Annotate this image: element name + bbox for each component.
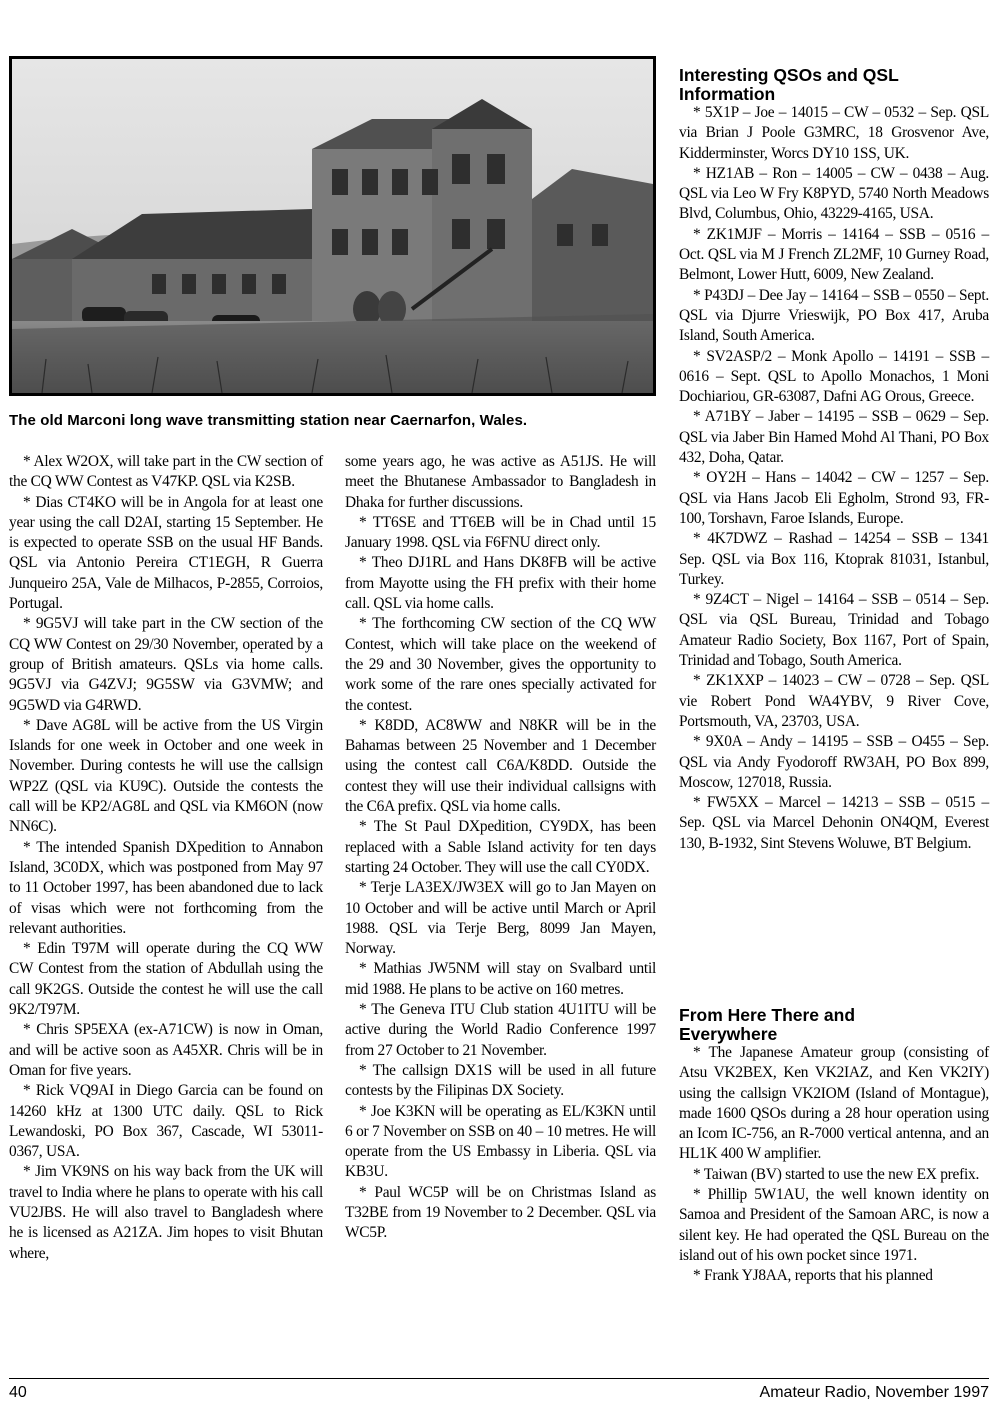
everywhere-section-heading	[679, 1006, 989, 1043]
photo-caption: The old Marconi long wave transmitting station near Caernarfon, Wales.	[9, 412, 528, 429]
everywhere-section	[679, 1006, 989, 1287]
news-item: * Paul WC5P will be on Christmas Island as T32BE from 19 November to 2 December. QSL via WC5P.	[345, 1183, 656, 1242]
news-item: * The St Paul DXpedition, CY9DX, has been replaced with a Sable Island activity for ten days starting 24 October. They will use the call CY0DX.	[345, 818, 656, 876]
qsl-item: * ZK1XXP – 14023 – CW – 0728 – Sep. QSL vie Robert Pond WA4YBV, 9 River Cove, Portsmouth, VA, 23703, USA.	[679, 672, 989, 730]
news-item: * Terje LA3EX/JW3EX will go to Jan Mayen on 10 October and will be active until March or April 1988. QSL via Terje Berg, 8099 Jan Mayen, Norway.	[345, 879, 656, 958]
news-item-continued: some years ago, he was active as A51JS. He will meet the Bhutanese Ambassador to Bangladesh in Dhaka for further discussions.	[345, 453, 656, 511]
news-item: * Rick VQ9AI in Diego Garcia can be found on 14260 kHz at 1300 UTC daily. QSL to Rick Lewandoski, PO Box 367, Cascade, WI 53011-0367, USA.	[9, 1082, 323, 1161]
news-item: * 9G5VJ will take part in the CW section of the CQ WW Contest on 29/30 November, operated by a group of British amateurs. QSLs via home calls. 9G5VJ via G4ZVJ; 9G5SW via G3VMW; and 9G5WD via G4RWD.	[9, 615, 323, 714]
marconi-station-photo	[9, 56, 656, 396]
news-item: * Alex W2OX, will take part in the CW section of the CQ WW Contest as V47KP. QSL via K2SB.	[9, 453, 323, 491]
news-item: * The Japanese Amateur group (consisting of Atsu VK2BEX, Ken VK2IAZ, and Ken VK2IY) using the callsign VK2IOM (Island of Montague), made 1600 QSOs during a 28 hour operation using an Icom IC-756, an R-7000 vertical antenna, and an HL1K 400 W amplifier.	[679, 1044, 989, 1163]
qsl-item: * A71BY – Jaber – 14195 – SSB – 0629 – Sep. QSL via Jaber Bin Hamed Mohd Al Thani, PO Box 432, Doha, Qatar.	[679, 408, 989, 467]
qsl-item: * FW5XX – Marcel – 14213 – SSB – 0515 – Sep. QSL via Marcel Dehonin ON4QM, Everest 130, B-1932, Sint Stevens Woluwe, BT Belgium.	[679, 794, 989, 852]
heading-line: From Here There and	[679, 1005, 856, 1025]
heading-line: Interesting QSOs and QSL	[679, 65, 899, 85]
news-item: * Dias CT4KO will be in Angola for at least one year using the call D2AI, starting 15 September. He is expected to operate SSB on the usual HF Bands. QSL via Antonio Pereira CT1EGH, R Guerra Junqueiro 25A, Vale de Milhacos, P-2855, Corroios, Portugal.	[9, 493, 323, 613]
news-item: * Chris SP5EXA (ex-A71CW) is now in Oman, and will be active soon as A45XR. Chris will be in Oman for five years.	[9, 1021, 323, 1079]
news-item: * Mathias JW5NM will stay on Svalbard until mid 1988. He plans to be active on 160 metres.	[345, 960, 656, 998]
column-1	[9, 452, 323, 1264]
qsl-section	[679, 66, 989, 854]
qsl-item: * SV2ASP/2 – Monk Apollo – 14191 – SSB – 0616 – Sept. QSL to Apollo Monachos, 1 Moni Dochiariou, GR-63087, Dafni AG Orous, Greece.	[679, 347, 989, 406]
qsl-item: * 9X0A – Andy – 14195 – SSB – O455 – Sep. QSL via Andy Fyodoroff RW3AH, PO Box 899, Moscow, 127018, Russia.	[679, 733, 989, 791]
news-item: * The forthcoming CW section of the CQ WW Contest, which will take place on the weekend of the 29 and 30 November, gives the opportunity to work some of the rare ones specially activated for the contest.	[345, 615, 656, 714]
heading-line: Everywhere	[679, 1023, 778, 1044]
heading-line: Information	[679, 83, 776, 104]
news-item: * Edin T97M will operate during the CQ WW CW Contest from the station of Abdullah using the call 9K2GS. Outside the contest he will use the call 9K2/T97M.	[9, 940, 323, 1019]
news-item: * The intended Spanish DXpedition to Annabon Island, 3C0DX, which was postponed from May 97 to 11 October 1997, has been abandoned due to lack of visas which were not forthcoming from the relevant authorities.	[9, 838, 323, 937]
news-item: * Theo DJ1RL and Hans DK8FB will be active from Mayotte using the FH prefix with their home call. QSL via home calls.	[345, 554, 656, 613]
news-item: * Dave AG8L will be active from the US Virgin Islands for one week in October and one week in November. During contests he will use the callsign WP2Z (QSL via KU9C). Outside the contests the call will be KP2/AG8L and QSL via KM6ON (now NN6C).	[9, 716, 323, 836]
news-item: * Taiwan (BV) started to use the new EX prefix.	[693, 1165, 980, 1183]
news-item: * Joe K3KN will be operating as EL/K3KN until 6 or 7 November on SSB on 40 – 10 metres. He will operate from the US Embassy in Liberia. QSL via KB3U.	[345, 1102, 656, 1181]
news-item: * TT6SE and TT6EB will be in Chad until 15 January 1998. QSL via F6FNU direct only.	[345, 513, 656, 552]
magazine-issue: Amateur Radio, November 1997	[759, 1384, 989, 1401]
news-item: * Phillip 5W1AU, the well known identity on Samoa and President of the Samoan ARC, is now a silent key. He had operated the QSL Bureau on the island out of his own pocket since 1971.	[679, 1186, 989, 1264]
news-item: * Jim VK9NS on his way back from the UK will travel to India where he plans to operate with his call VU2JBS. He will also travel to Bangladesh where he is licensed as A21ZA. Jim hopes to visit Bhutan where,	[9, 1163, 323, 1262]
qsl-item: * OY2H – Hans – 14042 – CW – 1257 – Sep. QSL via Hans Jacob Eli Egholm, Strond 93, FR-100, Torshavn, Faroe Islands, Europe.	[679, 469, 989, 527]
qsl-item: * 9Z4CT – Nigel – 14164 – SSB – 0514 – Sep. QSL via QSL Bureau, Trinidad and Tobago Amateur Radio Society, Box 1167, Port of Spain, Trinidad and Tobago, South America.	[679, 591, 989, 670]
qsl-item: * HZ1AB – Ron – 14005 – CW – 0438 – Aug. QSL via Leo W Fry K8PYD, 5740 North Meadows Blvd, Columbus, Ohio, 43229-4165, USA.	[679, 164, 989, 223]
qsl-item: * P43DJ – Dee Jay – 14164 – SSB – 0550 – Sept. QSL via Djurre Vrieswijk, PO Box 417, Aruba Island, South America.	[679, 286, 989, 345]
page-footer	[9, 1378, 989, 1405]
page-number: 40	[9, 1384, 27, 1401]
qsl-item: * 5X1P – Joe – 14015 – CW – 0532 – Sep. QSL via Brian J Poole G3MRC, 18 Grosvenor Ave, Kidderminster, Worcs DY10 1SS, UK.	[679, 104, 989, 162]
news-item: * The callsign DX1S will be used in all future contests by the Filipinas DX Society.	[345, 1061, 656, 1100]
qsl-section-heading	[679, 66, 989, 103]
qsl-item: * 4K7DWZ – Rashad – 14254 – SSB – 1341 Sep. QSL via Box 116, Ktoprak 81031, Istanbul, Turkey.	[679, 530, 989, 588]
photo-illustration	[12, 59, 653, 393]
column-2	[345, 452, 656, 1244]
news-item: * Frank YJ8AA, reports that his planned	[693, 1267, 933, 1285]
news-item: * K8DD, AC8WW and N8KR will be in the Bahamas between 25 November and 1 December using the contest call C6A/K8DD. Outside the contest they will use their individual callsigns with the C6A prefix. QSL via home calls.	[345, 716, 656, 816]
qsl-item: * ZK1MJF – Morris – 14164 – SSB – 0516 – Oct. QSL via M J French ZL2MF, 10 Gurney Road, Belmont, Lower Hutt, 6009, New Zealand.	[679, 225, 989, 284]
news-item: * The Geneva ITU Club station 4U1ITU will be active during the World Radio Conference 1997 from 27 October to 21 November.	[345, 1001, 656, 1059]
